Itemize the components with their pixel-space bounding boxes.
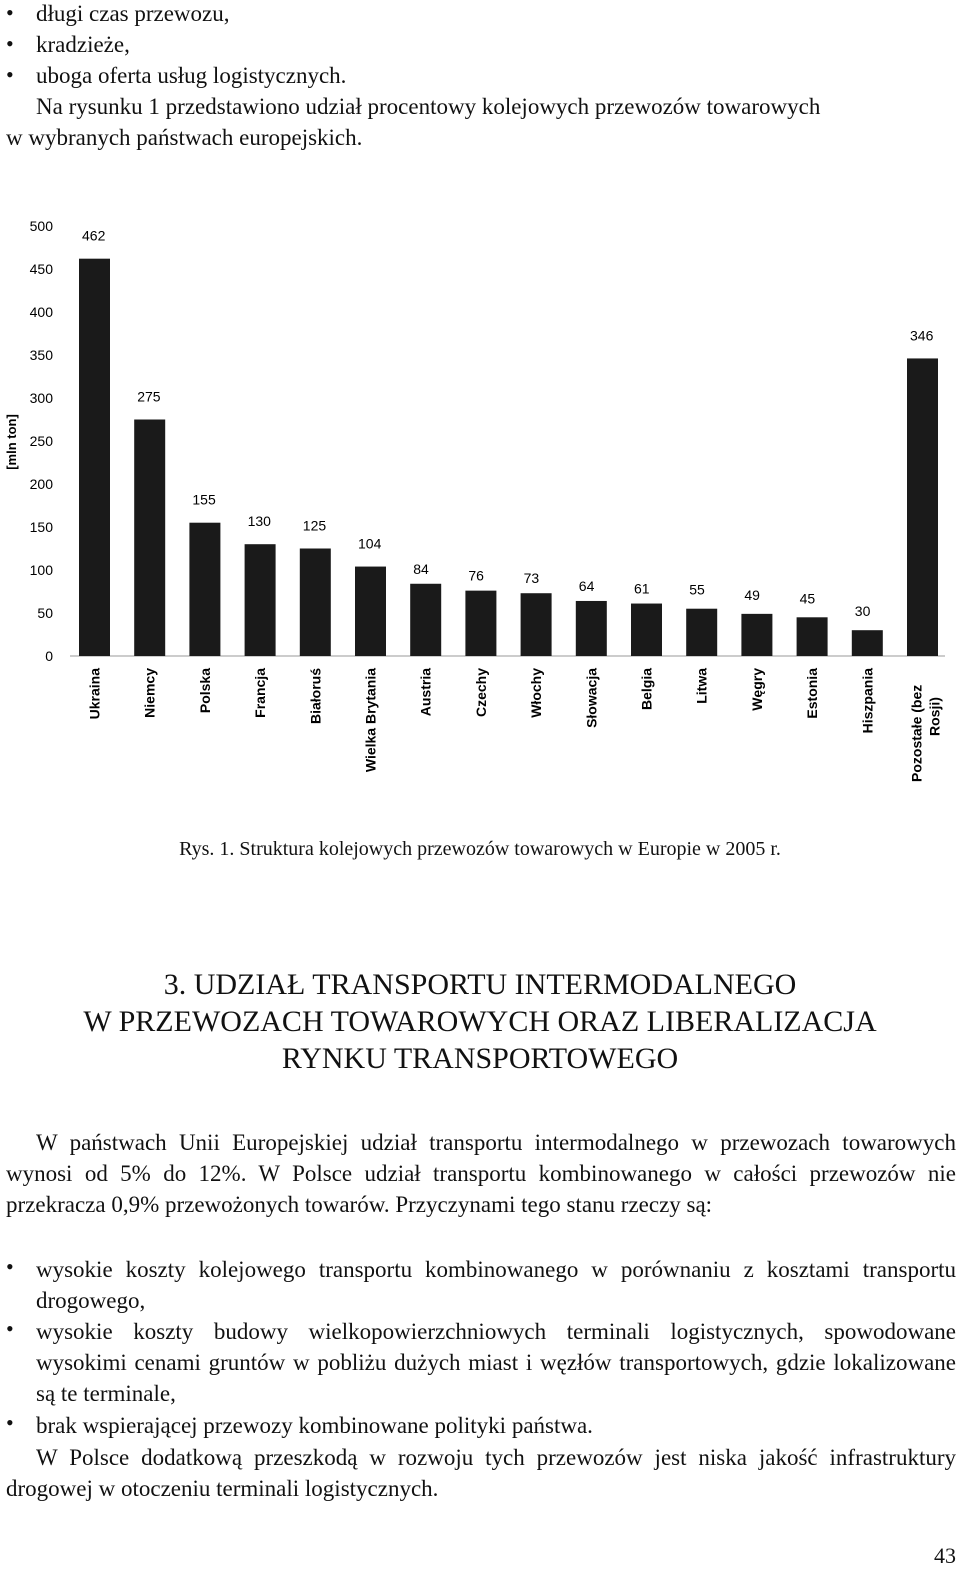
x-tick-label: Włochy <box>528 668 545 718</box>
bar-hiszpania <box>852 630 883 656</box>
intro-paragraph-line2: w wybranych państwach europejskich. <box>6 125 363 150</box>
x-tick-label: Litwa <box>693 668 710 704</box>
x-tick-label: Austria <box>417 668 434 717</box>
bar-ukraina <box>79 259 110 656</box>
x-tick-label: Słowacja <box>583 668 600 728</box>
body-paragraph: W państwach Unii Europejskiej udział transportu intermodalnego w przewozach towarowych wynosi od 5% do 12%. W Polsce udział transportu kombinowanego w całości przewozów nie przekracza 0,9% przewożonych towarów. Przyczynami tego stanu rzeczy są: <box>6 1130 956 1217</box>
bullet-dot: • <box>6 1410 14 1435</box>
y-axis-ticks <box>30 218 54 664</box>
x-tick-label: Belgia <box>638 668 655 711</box>
y-tick-label: 400 <box>29 304 53 320</box>
intro-bullet-3: uboga oferta usług logistycznych. <box>36 63 347 88</box>
x-tick-label: Francja <box>252 668 269 718</box>
figure-caption: Rys. 1. Struktura kolejowych przewozów towarowych w Europie w 2005 r. <box>179 838 781 860</box>
bar-litwa <box>686 609 717 656</box>
y-axis-label: [mln ton] <box>4 414 19 470</box>
value-label: 64 <box>578 577 595 594</box>
value-label: 275 <box>137 388 161 405</box>
intro-paragraph-line1: Na rysunku 1 przedstawiono udział procentowy kolejowych przewozów towarowych <box>36 94 821 119</box>
x-tick-label: Białoruś <box>307 668 324 725</box>
bar-włochy <box>521 593 552 656</box>
y-tick-label: 100 <box>29 562 53 578</box>
body-bullet-1: wysokie koszty kolejowego transportu kombinowanego w porównaniu z kosztami transportu drogowego, <box>36 1257 956 1313</box>
body-bullet-3: brak wspierającej przewozy kombinowane polityki państwa. <box>36 1413 593 1438</box>
page-number: 43 <box>934 1543 956 1568</box>
x-tick-label: Estonia <box>804 668 821 719</box>
x-tick-label: Pozostałe (bez Rosji) <box>908 684 943 782</box>
value-label: 462 <box>82 227 106 244</box>
bar-pozostałe-bez-rosji- <box>907 358 938 656</box>
bullet-dot: • <box>6 62 14 87</box>
value-label: 55 <box>689 581 705 598</box>
closing-paragraph: W Polsce dodatkową przeszkodą w rozwoju tych przewozów jest niska jakość infrastruktury drogowej w otoczeniu terminali logistycznych. <box>6 1445 956 1501</box>
y-tick-label: 50 <box>37 605 53 621</box>
y-tick-label: 350 <box>29 347 53 363</box>
x-tick-label: Czechy <box>472 668 489 718</box>
section-heading-line1: 3. UDZIAŁ TRANSPORTU INTERMODALNEGO <box>163 968 797 1001</box>
bar-niemcy <box>134 420 165 657</box>
intro-bullet-1: długi czas przewozu, <box>36 1 230 26</box>
value-label: 61 <box>634 580 650 597</box>
y-tick-label: 500 <box>29 218 53 234</box>
section-heading-line3: RYNKU TRANSPORTOWEGO <box>281 1042 679 1075</box>
value-label: 346 <box>910 327 934 344</box>
x-tick-label: Polska <box>196 668 213 714</box>
bullet-dot: • <box>6 0 14 25</box>
bar-francja <box>245 544 276 656</box>
bar-estonia <box>797 617 828 656</box>
x-tick-label: Hiszpania <box>859 668 876 734</box>
bullet-dot: • <box>6 1316 14 1341</box>
bullet-dot: • <box>6 31 14 56</box>
value-label: 130 <box>247 513 271 530</box>
x-axis-labels <box>87 668 943 782</box>
bar-słowacja <box>576 601 607 656</box>
y-tick-label: 200 <box>29 476 53 492</box>
y-tick-label: 450 <box>29 261 53 277</box>
value-label: 104 <box>358 535 382 552</box>
section-heading-line2: W PRZEWOZACH TOWAROWYCH ORAZ LIBERALIZACJA <box>83 1005 877 1038</box>
y-tick-label: 300 <box>29 390 53 406</box>
rail-freight-bar-chart <box>0 200 960 800</box>
value-label: 84 <box>413 560 429 577</box>
bar-belgia <box>631 604 662 656</box>
bar-wielka-brytania <box>355 567 386 656</box>
bar-austria <box>410 584 441 656</box>
x-tick-label: Ukraina <box>86 668 103 720</box>
intro-bullet-2: kradzieże, <box>36 32 130 57</box>
bar-polska <box>189 523 220 656</box>
bar-węgry <box>741 614 772 656</box>
bar-czechy <box>465 591 496 656</box>
value-label: 49 <box>744 586 760 603</box>
x-tick-label: Wielka Brytania <box>362 668 379 773</box>
bar-białoruś <box>300 549 331 657</box>
value-label: 76 <box>468 567 484 584</box>
value-label: 155 <box>192 491 216 508</box>
value-label: 73 <box>523 570 540 587</box>
value-label: 45 <box>799 590 816 607</box>
body-bullet-2: wysokie koszty budowy wielkopowierzchniowych terminali logistycznych, spowodowane wysokimi cenami gruntów w pobliżu dużych miast i węzłów transportowych, gdzie lokalizowane są te terminale, <box>36 1319 956 1406</box>
y-tick-label: 0 <box>45 648 53 664</box>
y-tick-label: 150 <box>29 519 53 535</box>
bullet-dot: • <box>6 1254 14 1279</box>
x-tick-label: Węgry <box>748 668 765 711</box>
value-label: 30 <box>854 603 871 620</box>
value-label: 125 <box>302 517 327 534</box>
x-tick-label: Niemcy <box>141 668 158 718</box>
y-tick-label: 250 <box>29 433 53 449</box>
